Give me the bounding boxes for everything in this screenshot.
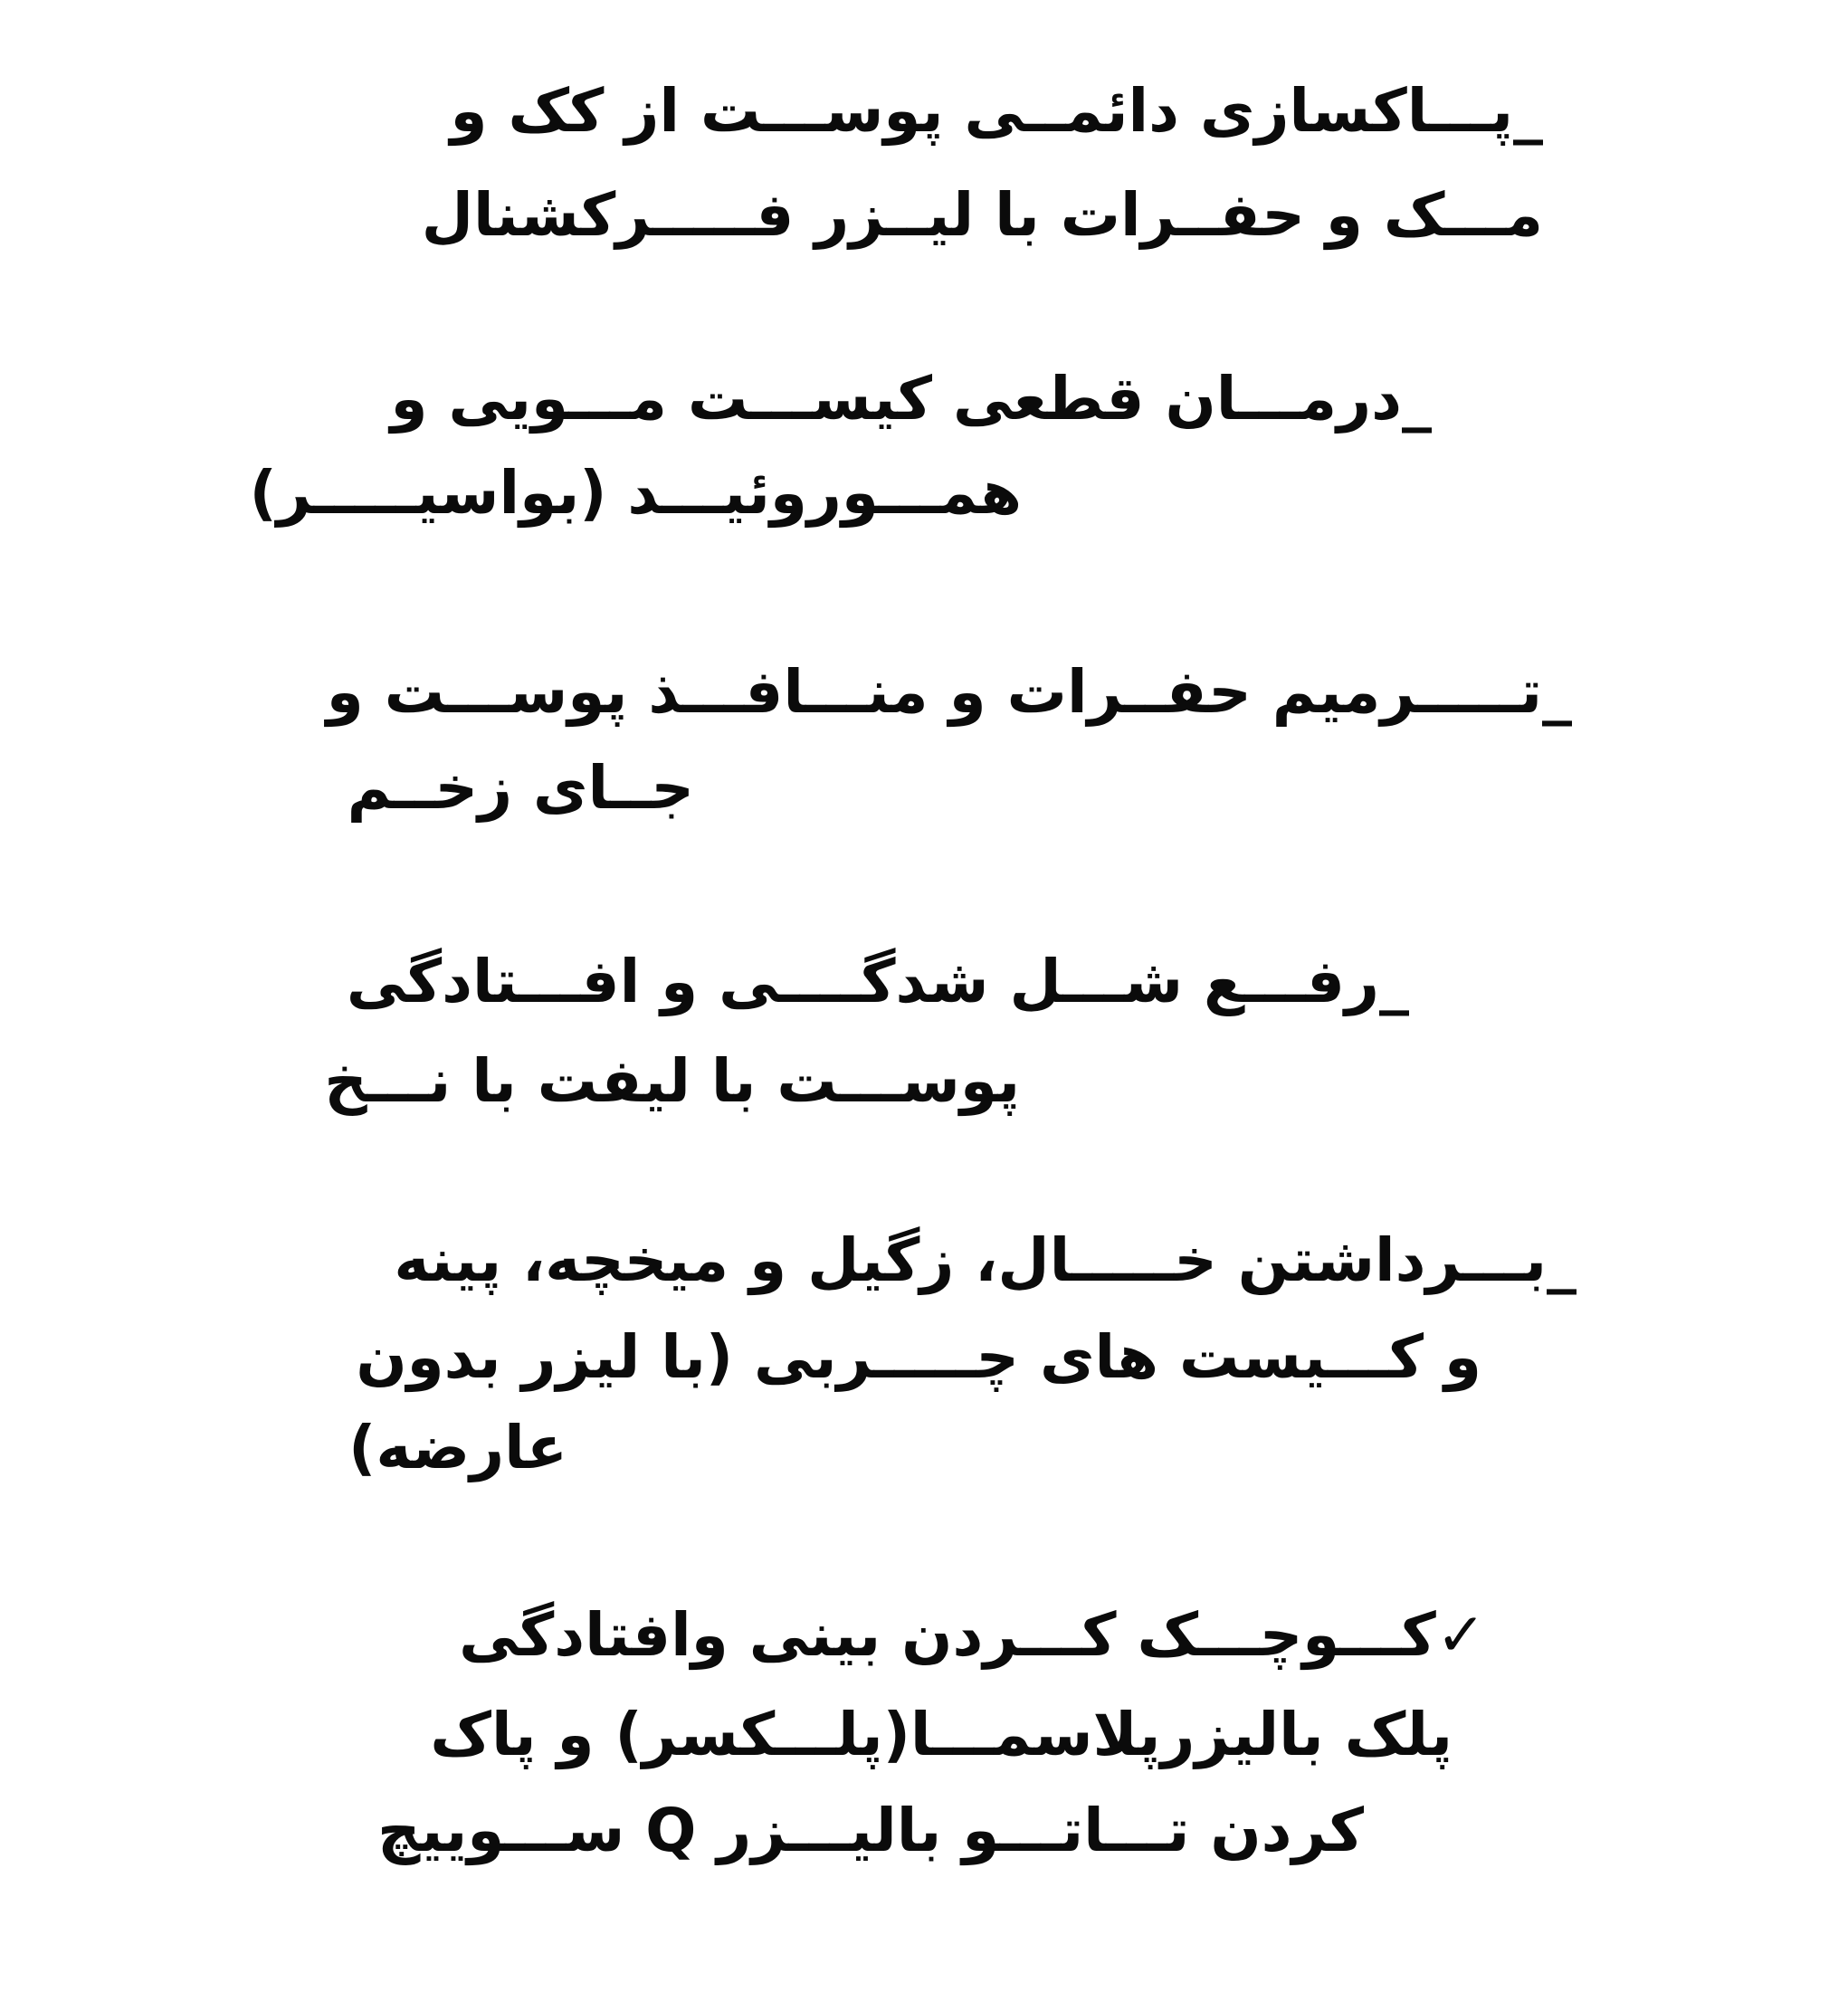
- list-item-line: پوســـت با لیفت با نـــخ: [324, 1046, 1020, 1116]
- list-item-line: _تـــــرمیم حفــرات و منـــافـــذ پوســـت و: [326, 657, 1572, 727]
- list-item-line: _بـــرداشتن خـــــال، زگیل و میخچه، پینه: [394, 1225, 1577, 1295]
- list-item-line: _رفـــع شـــل شدگــــی و افـــتادگی: [346, 947, 1409, 1016]
- list-item-line: _پـــاکسازی دائمــی پوســـت از کک و: [450, 76, 1543, 146]
- list-item-line: جــای زخــم: [347, 753, 694, 823]
- list-item-line: و کـــیست های چـــــربی (با لیزر بدون: [356, 1322, 1481, 1392]
- list-item-line: عارضه): [348, 1413, 567, 1482]
- list-item-line: مـــک و حفــرات با لیــزر فـــــرکشنال: [421, 180, 1543, 250]
- list-item-line: _درمـــان قطعی کیســـت مـــویی و: [390, 364, 1432, 434]
- list-item-line: پلک بالیزرپلاسمـــا(پلـــکسر) و پاک: [430, 1700, 1453, 1769]
- list-item-line: ✓کـــوچـــک کـــردن بینی وافتادگی: [459, 1600, 1486, 1670]
- list-item-line: همـــوروئیـــد (بواسیـــــر): [249, 458, 1022, 528]
- list-item-line: کردن تـــاتـــو بالیـــزر Q ســـوییچ: [376, 1796, 1364, 1865]
